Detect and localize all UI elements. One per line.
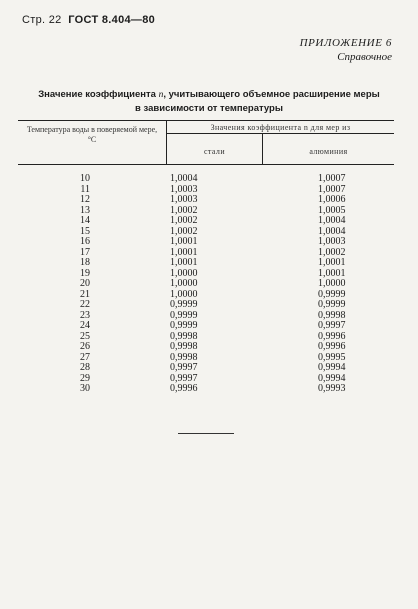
temperature-cell: 22	[80, 299, 90, 310]
title-prefix: Значение коэффициента	[38, 89, 159, 100]
temperature-cell: 12	[80, 194, 90, 205]
steel-cell: 0,9998	[170, 351, 198, 363]
steel-cell: 1,0000	[170, 288, 198, 300]
table-row	[0, 227, 418, 238]
temperature-cell: 11	[80, 183, 90, 195]
temperature-cell: 26	[80, 341, 90, 352]
steel-cell: 0,9999	[170, 309, 198, 321]
temperature-cell: 30	[80, 383, 90, 394]
table-row	[0, 195, 418, 206]
appendix-subtitle: Справочное	[337, 51, 392, 63]
standard-code: ГОСТ 8.404—80	[68, 14, 156, 26]
table-row	[0, 353, 418, 364]
page-number: Стр. 22	[22, 14, 62, 26]
table-header-rule	[18, 164, 394, 165]
table-top-rule	[18, 120, 394, 121]
table-row	[0, 300, 418, 311]
steel-cell: 1,0001	[170, 257, 198, 268]
title-line2: в зависимости от температуры	[135, 103, 283, 114]
temperature-column-header: Температура воды в поверяемой мере, °С	[26, 125, 158, 144]
table-row	[0, 258, 418, 269]
table-title	[0, 88, 418, 116]
aluminum-cell: 1,0005	[318, 204, 346, 216]
table-row	[0, 206, 418, 217]
steel-cell: 1,0002	[170, 225, 198, 237]
steel-cell: 1,0000	[170, 267, 198, 279]
steel-cell: 0,9999	[170, 320, 198, 331]
aluminum-cell: 1,0000	[318, 278, 346, 289]
temperature-cell: 23	[80, 309, 90, 321]
table-row	[0, 248, 418, 259]
steel-cell: 0,9998	[170, 341, 198, 352]
aluminum-cell: 0,9998	[318, 309, 346, 321]
table-row	[0, 269, 418, 280]
aluminum-cell: 1,0003	[318, 236, 346, 247]
temperature-cell: 29	[80, 372, 90, 384]
aluminum-cell: 1,0004	[318, 225, 346, 237]
aluminum-cell: 1,0002	[318, 246, 346, 258]
aluminum-column-header: алюминия	[309, 147, 348, 156]
aluminum-cell: 1,0001	[318, 267, 346, 279]
table-end-rule	[178, 433, 234, 434]
table-body	[0, 174, 418, 395]
temperature-cell: 16	[80, 236, 90, 247]
temperature-cell: 24	[80, 320, 90, 331]
aluminum-cell: 0,9997	[318, 320, 346, 331]
aluminum-cell: 1,0001	[318, 257, 346, 268]
temperature-cell: 20	[80, 278, 90, 289]
table-row	[0, 279, 418, 290]
temperature-cell: 19	[80, 267, 90, 279]
temperature-cell: 21	[80, 288, 90, 300]
title-suffix: , учитывающего объемное расширение меры	[163, 89, 380, 100]
steel-column-header: стали	[203, 147, 226, 156]
table-row	[0, 290, 418, 301]
table-row	[0, 363, 418, 374]
aluminum-cell: 0,9999	[318, 299, 346, 310]
appendix-title: ПРИЛОЖЕНИЕ 6	[299, 37, 392, 49]
steel-cell: 1,0002	[170, 215, 198, 226]
steel-cell: 1,0001	[170, 246, 198, 258]
table-row	[0, 216, 418, 227]
temperature-cell: 13	[80, 204, 90, 216]
aluminum-cell: 1,0004	[318, 215, 346, 226]
temperature-cell: 10	[80, 173, 90, 184]
temperature-cell: 18	[80, 257, 90, 268]
table-row	[0, 174, 418, 185]
aluminum-cell: 0,9996	[318, 341, 346, 352]
title-symbol: n	[158, 90, 164, 100]
table-row	[0, 311, 418, 322]
table-row	[0, 342, 418, 353]
steel-cell: 1,0002	[170, 204, 198, 216]
appendix-label	[300, 36, 392, 64]
table-row	[0, 332, 418, 343]
aluminum-cell: 1,0007	[318, 173, 346, 184]
table-row	[0, 374, 418, 385]
aluminum-cell: 0,9996	[318, 330, 346, 342]
steel-cell: 1,0004	[170, 173, 198, 184]
aluminum-cell: 0,9994	[318, 362, 346, 373]
steel-cell: 1,0003	[170, 194, 198, 205]
coefficient-group-header: Значения коэффициента n для мер из	[210, 123, 351, 132]
steel-cell: 1,0000	[170, 278, 198, 289]
temperature-cell: 14	[80, 215, 90, 226]
aluminum-cell: 0,9995	[318, 351, 346, 363]
steel-cell: 0,9997	[170, 362, 198, 373]
table-row	[0, 384, 418, 395]
aluminum-cell: 1,0007	[318, 183, 346, 195]
steel-cell: 0,9997	[170, 372, 198, 384]
table-row	[0, 237, 418, 248]
aluminum-cell: 1,0006	[318, 194, 346, 205]
steel-cell: 1,0003	[170, 183, 198, 195]
table-row	[0, 185, 418, 196]
page-header	[22, 14, 155, 26]
temperature-cell: 25	[80, 330, 90, 342]
temperature-cell: 17	[80, 246, 90, 258]
aluminum-cell: 0,9999	[318, 288, 346, 300]
steel-cell: 1,0001	[170, 236, 198, 247]
temperature-cell: 27	[80, 351, 90, 363]
aluminum-cell: 0,9993	[318, 383, 346, 394]
temperature-cell: 15	[80, 225, 90, 237]
steel-cell: 0,9996	[170, 383, 198, 394]
aluminum-cell: 0,9994	[318, 372, 346, 384]
steel-cell: 0,9998	[170, 330, 198, 342]
table-row	[0, 321, 418, 332]
temperature-cell: 28	[80, 362, 90, 373]
steel-cell: 0,9999	[170, 299, 198, 310]
table-group-rule	[167, 133, 394, 134]
